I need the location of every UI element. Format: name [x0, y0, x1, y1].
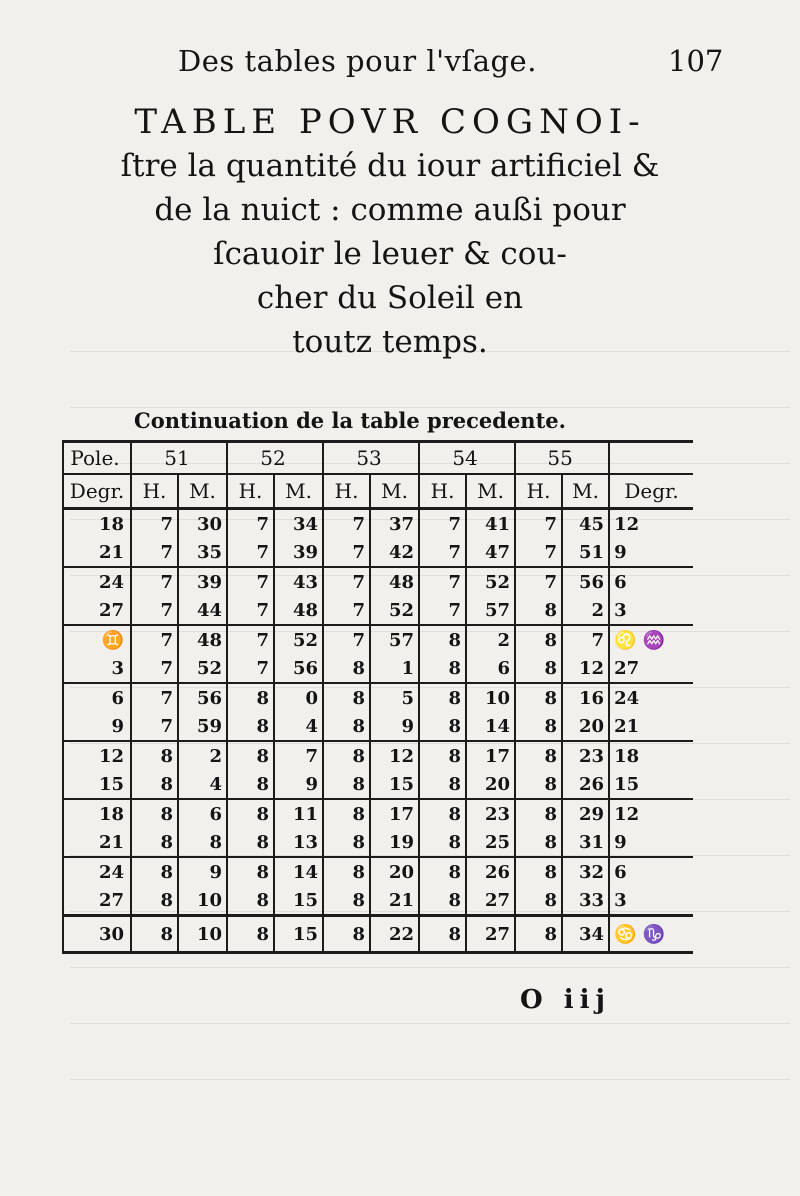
minute-cell: 27 — [466, 886, 515, 916]
degree-right-cell: 27 — [609, 654, 693, 683]
minute-cell: 57 — [370, 625, 419, 654]
hour-cell: 7 — [227, 596, 274, 625]
minute-cell: 48 — [178, 625, 227, 654]
hour-cell: 7 — [227, 509, 274, 539]
degree-left-cell: 21 — [63, 538, 131, 567]
hour-cell: 7 — [419, 538, 466, 567]
hour-cell: 8 — [515, 916, 562, 953]
minute-cell: 20 — [562, 712, 609, 741]
minute-cell: 25 — [466, 828, 515, 857]
title-line: de la nuict : comme außi pour — [154, 192, 626, 228]
minute-cell: 26 — [466, 857, 515, 886]
minute-cell: 9 — [178, 857, 227, 886]
degree-right-cell: 6 — [609, 567, 693, 596]
title-line: ſcauoir le leuer & cou- — [213, 236, 567, 272]
degree-left-cell: 12 — [63, 741, 131, 770]
minute-cell: 56 — [178, 683, 227, 712]
degree-left-cell: 3 — [63, 654, 131, 683]
data-table — [62, 440, 693, 954]
degree-right-cell: ♌ ♒ — [609, 625, 693, 654]
hour-cell: 8 — [131, 799, 178, 828]
page-header — [0, 44, 800, 94]
page-number: 107 — [668, 44, 724, 78]
hour-cell: 7 — [131, 538, 178, 567]
hour-cell: 7 — [323, 538, 370, 567]
degree-right-cell: 21 — [609, 712, 693, 741]
minute-cell: 27 — [466, 916, 515, 953]
minute-cell: 10 — [178, 916, 227, 953]
hour-cell: 7 — [323, 509, 370, 539]
hour-cell: 8 — [131, 916, 178, 953]
table-row — [63, 683, 693, 712]
minute-cell: 23 — [562, 741, 609, 770]
minute-cell: 19 — [370, 828, 419, 857]
degree-right-cell: 18 — [609, 741, 693, 770]
minute-header: M. — [466, 474, 515, 509]
hour-cell: 7 — [515, 509, 562, 539]
degree-left-cell: 21 — [63, 828, 131, 857]
hour-cell: 7 — [419, 596, 466, 625]
hour-cell: 8 — [419, 886, 466, 916]
minute-cell: 37 — [370, 509, 419, 539]
minute-cell: 4 — [178, 770, 227, 799]
minute-cell: 2 — [562, 596, 609, 625]
minute-cell: 17 — [370, 799, 419, 828]
hour-cell: 8 — [419, 799, 466, 828]
hour-cell: 7 — [323, 625, 370, 654]
minute-cell: 43 — [274, 567, 323, 596]
table-row — [63, 828, 693, 857]
minute-cell: 10 — [178, 886, 227, 916]
minute-cell: 23 — [466, 799, 515, 828]
hour-cell: 8 — [419, 770, 466, 799]
hour-cell: 8 — [131, 857, 178, 886]
hour-cell: 8 — [323, 654, 370, 683]
minute-cell: 51 — [562, 538, 609, 567]
table-row — [63, 509, 693, 539]
hour-cell: 7 — [131, 509, 178, 539]
degree-right-cell: 9 — [609, 538, 693, 567]
minute-cell: 6 — [178, 799, 227, 828]
minute-cell: 39 — [274, 538, 323, 567]
minute-cell: 7 — [274, 741, 323, 770]
hour-cell: 7 — [131, 712, 178, 741]
pole-label: Pole. — [63, 442, 131, 475]
minute-cell: 17 — [466, 741, 515, 770]
hour-cell: 7 — [227, 567, 274, 596]
minute-cell: 52 — [178, 654, 227, 683]
hour-header: H. — [131, 474, 178, 509]
table-row — [63, 538, 693, 567]
minute-cell: 12 — [562, 654, 609, 683]
table-row — [63, 799, 693, 828]
minute-cell: 2 — [466, 625, 515, 654]
minute-cell: 29 — [562, 799, 609, 828]
minute-cell: 48 — [370, 567, 419, 596]
pole-value: 54 — [419, 442, 515, 475]
table-row — [63, 770, 693, 799]
hour-cell: 7 — [515, 567, 562, 596]
minute-cell: 30 — [178, 509, 227, 539]
degree-right-cell: 12 — [609, 509, 693, 539]
table-title — [40, 100, 740, 364]
degree-left-cell: 6 — [63, 683, 131, 712]
hour-cell: 8 — [515, 625, 562, 654]
minute-cell: 0 — [274, 683, 323, 712]
table-row — [63, 596, 693, 625]
minute-cell: 26 — [562, 770, 609, 799]
hour-cell: 7 — [227, 538, 274, 567]
degree-left-cell: 18 — [63, 799, 131, 828]
minute-cell: 5 — [370, 683, 419, 712]
minute-cell: 15 — [370, 770, 419, 799]
degree-right-cell: ♋ ♑ — [609, 916, 693, 953]
hour-cell: 8 — [227, 683, 274, 712]
minute-header: M. — [370, 474, 419, 509]
day-length-table — [62, 440, 692, 954]
minute-cell: 13 — [274, 828, 323, 857]
pole-value: 53 — [323, 442, 419, 475]
degree-left-cell: 9 — [63, 712, 131, 741]
minute-cell: 16 — [562, 683, 609, 712]
degree-left-cell: 27 — [63, 596, 131, 625]
running-head: Des tables pour l'vſage. — [178, 44, 537, 78]
minute-cell: 7 — [562, 625, 609, 654]
degree-right-cell: 3 — [609, 596, 693, 625]
degree-right-cell: 9 — [609, 828, 693, 857]
hour-cell: 8 — [419, 828, 466, 857]
minute-header: M. — [178, 474, 227, 509]
minute-cell: 34 — [274, 509, 323, 539]
minute-cell: 52 — [274, 625, 323, 654]
minute-cell: 42 — [370, 538, 419, 567]
hour-cell: 7 — [131, 596, 178, 625]
hour-cell: 8 — [515, 828, 562, 857]
minute-cell: 47 — [466, 538, 515, 567]
minute-cell: 56 — [274, 654, 323, 683]
hour-header: H. — [419, 474, 466, 509]
hour-cell: 8 — [227, 799, 274, 828]
minute-cell: 20 — [466, 770, 515, 799]
table-row — [63, 857, 693, 886]
minute-cell: 32 — [562, 857, 609, 886]
minute-cell: 20 — [370, 857, 419, 886]
hour-cell: 8 — [419, 625, 466, 654]
minute-cell: 34 — [562, 916, 609, 953]
minute-cell: 52 — [370, 596, 419, 625]
minute-cell: 48 — [274, 596, 323, 625]
minute-cell: 10 — [466, 683, 515, 712]
hour-header: H. — [227, 474, 274, 509]
hour-cell: 8 — [323, 916, 370, 953]
minute-cell: 12 — [370, 741, 419, 770]
minute-cell: 41 — [466, 509, 515, 539]
hour-cell: 8 — [323, 886, 370, 916]
hour-cell: 8 — [419, 683, 466, 712]
minute-cell: 14 — [274, 857, 323, 886]
degree-left-cell: 30 — [63, 916, 131, 953]
hour-cell: 7 — [227, 654, 274, 683]
degree-header: Degr. — [609, 474, 693, 509]
title-line: cher du Soleil en — [256, 280, 524, 316]
minute-cell: 4 — [274, 712, 323, 741]
hour-cell: 8 — [419, 916, 466, 953]
hour-header: H. — [323, 474, 370, 509]
hour-cell: 8 — [323, 828, 370, 857]
minute-cell: 59 — [178, 712, 227, 741]
table-row — [63, 886, 693, 916]
minute-cell: 15 — [274, 886, 323, 916]
hour-cell: 8 — [131, 770, 178, 799]
hour-cell: 8 — [419, 857, 466, 886]
table-row — [63, 916, 693, 953]
table-subtitle: Continuation de la table precedente. — [134, 408, 566, 433]
minute-cell: 45 — [562, 509, 609, 539]
hour-cell: 7 — [419, 567, 466, 596]
hour-cell: 8 — [515, 654, 562, 683]
degree-left-cell: 24 — [63, 857, 131, 886]
minute-header: M. — [562, 474, 609, 509]
title-line: ſtre la quantité du iour artificiel & — [120, 148, 660, 184]
hour-cell: 7 — [515, 538, 562, 567]
hour-cell: 8 — [227, 741, 274, 770]
hour-cell: 8 — [515, 741, 562, 770]
minute-cell: 9 — [274, 770, 323, 799]
degree-right-cell: 12 — [609, 799, 693, 828]
hour-cell: 7 — [419, 509, 466, 539]
minute-cell: 14 — [466, 712, 515, 741]
degree-left-cell: 24 — [63, 567, 131, 596]
hour-cell: 8 — [227, 828, 274, 857]
hour-cell: 8 — [323, 770, 370, 799]
minute-cell: 8 — [178, 828, 227, 857]
title-line: TABLE POVR COGNOI- — [134, 102, 646, 142]
minute-cell: 44 — [178, 596, 227, 625]
minute-cell: 6 — [466, 654, 515, 683]
title-line: toutz temps. — [292, 324, 488, 360]
minute-cell: 31 — [562, 828, 609, 857]
degree-left-cell: 27 — [63, 886, 131, 916]
table-row — [63, 712, 693, 741]
hour-cell: 8 — [515, 596, 562, 625]
hour-cell: 8 — [131, 741, 178, 770]
hour-cell: 7 — [131, 625, 178, 654]
hour-cell: 8 — [227, 886, 274, 916]
hour-cell: 7 — [131, 654, 178, 683]
hour-cell: 8 — [323, 799, 370, 828]
column-header-row — [63, 474, 693, 509]
minute-cell: 57 — [466, 596, 515, 625]
minute-cell: 22 — [370, 916, 419, 953]
hour-cell: 8 — [323, 712, 370, 741]
minute-cell: 2 — [178, 741, 227, 770]
minute-cell: 56 — [562, 567, 609, 596]
minute-cell: 35 — [178, 538, 227, 567]
hour-cell: 8 — [323, 857, 370, 886]
hour-cell: 8 — [515, 770, 562, 799]
hour-cell: 7 — [323, 567, 370, 596]
table-row — [63, 567, 693, 596]
pole-value: 52 — [227, 442, 323, 475]
pole-value: 55 — [515, 442, 609, 475]
table-body — [63, 509, 693, 953]
hour-cell: 8 — [419, 654, 466, 683]
degree-right-cell: 3 — [609, 886, 693, 916]
minute-cell: 1 — [370, 654, 419, 683]
hour-cell: 8 — [227, 712, 274, 741]
hour-cell: 8 — [419, 712, 466, 741]
degree-right-cell: 24 — [609, 683, 693, 712]
minute-header: M. — [274, 474, 323, 509]
hour-cell: 8 — [419, 741, 466, 770]
hour-cell: 8 — [227, 857, 274, 886]
hour-cell: 8 — [515, 886, 562, 916]
hour-cell: 8 — [323, 741, 370, 770]
hour-cell: 8 — [515, 799, 562, 828]
pole-blank — [609, 442, 693, 475]
pole-value: 51 — [131, 442, 227, 475]
degree-header: Degr. — [63, 474, 131, 509]
hour-cell: 7 — [227, 625, 274, 654]
degree-right-cell: 15 — [609, 770, 693, 799]
hour-cell: 7 — [131, 567, 178, 596]
hour-cell: 8 — [227, 770, 274, 799]
hour-cell: 8 — [515, 857, 562, 886]
minute-cell: 9 — [370, 712, 419, 741]
table-row — [63, 625, 693, 654]
hour-cell: 8 — [131, 886, 178, 916]
hour-cell: 8 — [515, 712, 562, 741]
hour-cell: 7 — [323, 596, 370, 625]
minute-cell: 52 — [466, 567, 515, 596]
minute-cell: 15 — [274, 916, 323, 953]
hour-cell: 8 — [227, 916, 274, 953]
table-row — [63, 654, 693, 683]
hour-cell: 8 — [323, 683, 370, 712]
degree-left-cell: 15 — [63, 770, 131, 799]
minute-cell: 11 — [274, 799, 323, 828]
hour-cell: 8 — [131, 828, 178, 857]
degree-left-cell: 18 — [63, 509, 131, 539]
pole-row — [63, 442, 693, 475]
table-row — [63, 741, 693, 770]
hour-cell: 8 — [515, 683, 562, 712]
minute-cell: 21 — [370, 886, 419, 916]
minute-cell: 39 — [178, 567, 227, 596]
hour-cell: 7 — [131, 683, 178, 712]
minute-cell: 33 — [562, 886, 609, 916]
signature-mark: O iij — [520, 985, 611, 1015]
hour-header: H. — [515, 474, 562, 509]
degree-right-cell: 6 — [609, 857, 693, 886]
degree-left-cell: ♊ — [63, 625, 131, 654]
